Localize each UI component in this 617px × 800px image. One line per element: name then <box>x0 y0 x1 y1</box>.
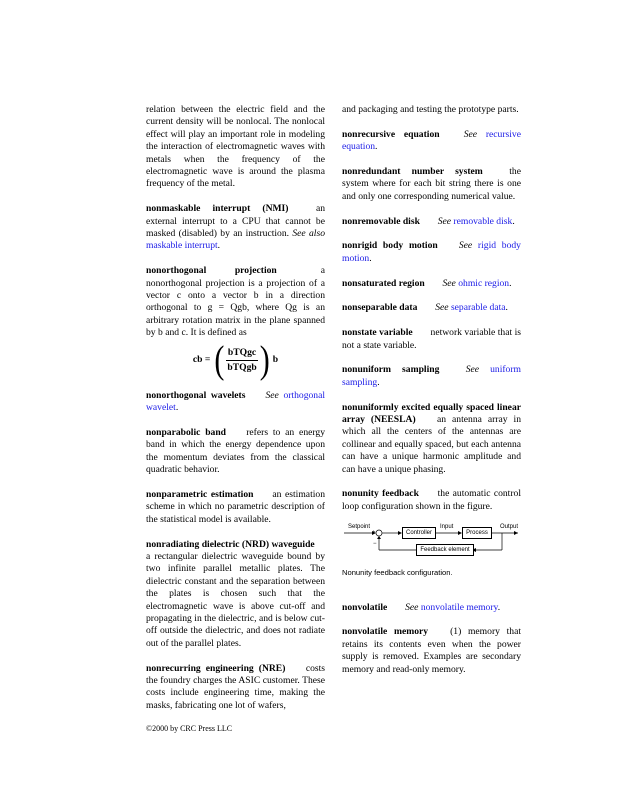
term: nonradiating dielectric (NRD) waveguide <box>146 538 315 550</box>
formula-numerator: bTQgc <box>226 347 258 361</box>
cross-reference-link[interactable]: orthogonal wavelet <box>146 389 326 414</box>
term: nonrecurring engineering (NRE) <box>146 662 286 674</box>
output-label: Output <box>500 524 519 531</box>
figure-caption: Nonunity feedback configuration. <box>342 568 453 578</box>
entry-nonvolatile-memory <box>342 626 521 676</box>
definition: refers to an energy band in which the energy dependence upon the momentum deviates from the classical quadratic behavior. <box>146 426 325 476</box>
entry-neesla <box>342 402 521 476</box>
see-label: See <box>437 215 452 227</box>
entry-nonseparable-data: nonseparable data See separable data. <box>342 302 508 314</box>
entry-nonvolatile: nonvolatile See nonvolatile memory. <box>342 601 501 613</box>
definition: costs the foundry charges the ASIC customer. These costs include engineering time, making the masks, fabricating one lot of wafers, <box>146 662 325 711</box>
cross-reference-link[interactable]: recursive equation <box>342 128 521 153</box>
definition: network variable that is not a state variable. <box>342 327 522 351</box>
setpoint-label: Setpoint <box>348 524 371 531</box>
term: nonuniform sampling <box>342 364 440 376</box>
projection-formula: cb = ( $\frac{\text{bTQgc}}{\text{bTQgb}}$ ) b <box>192 338 279 382</box>
minus-sign: − <box>373 541 377 548</box>
term: nonrigid body motion <box>342 240 438 252</box>
right-column <box>342 104 521 688</box>
cross-reference-link[interactable]: rigid body motion <box>342 240 521 264</box>
definition: an estimation scheme in which no parametric description of the statistical model is available. <box>146 488 325 525</box>
entry-nonsaturated-region: nonsaturated region See ohmic region. <box>342 277 512 289</box>
definition: an antenna array in which all the centers of the antennas are collinear and equally spaced, but each antenna can have a unique harmonic amplitude and can have a unique phasing. <box>342 414 521 475</box>
term: nonrecursive equation <box>342 128 440 140</box>
see-also-label: See also <box>292 228 325 240</box>
copyright-footer: ©2000 by CRC Press LLC <box>146 724 233 733</box>
cross-reference-link[interactable]: removable disk <box>453 215 513 227</box>
input-label: Input <box>440 524 454 531</box>
entry-nonuniform-sampling: nonuniform sampling See uniform sampling. <box>342 364 522 388</box>
entry-nrd-waveguide <box>146 539 325 651</box>
definition: a nonorthogonal projection is a projection of a vector c onto a vector b in a direction orthogonal to g = Qgb, where Qg is an arbitrary rotation matrix in the plane spanned by b and c. It is defined as <box>146 265 325 339</box>
see-label: See <box>463 128 478 140</box>
see-label: See <box>442 277 456 289</box>
intro-paragraph: relation between the electric field and the current density will be nonlocal. The nonlocal effect will play an important role in modeling the interaction of electromagnetic waves with metals when the frequency of the electromagnetic wave is around the plasma frequency of the metal. <box>146 104 325 190</box>
term: nonremovable disk <box>342 215 420 227</box>
see-label: See <box>265 389 279 401</box>
definition: a rectangular dielectric waveguide bound by two infinite parallel metallic plates. The dielectric constant and the separation between the plates is chosen such that the electromagnetic wave is above cut-off and propagating in the dielectric, and is below cut-off outside the dielectric, and does not radiate out of the parallel plates. <box>146 550 325 649</box>
definition: an external interrupt to a CPU that cannot be masked (disabled) by an instruction. <box>146 203 326 240</box>
term: nonuniformly excited equally spaced linear array (NEESLA) <box>342 401 521 426</box>
see-label: See <box>405 601 419 613</box>
entry-nonrigid-body-motion: nonrigid body motion See rigid body motion. <box>342 240 521 264</box>
formula-rhs: b <box>272 354 279 366</box>
formula-lhs: cb = <box>192 354 211 366</box>
entry-nonrecursive-equation: nonrecursive equation See recursive equation. <box>342 128 521 153</box>
see-label: See <box>435 302 449 314</box>
formula-fraction <box>225 347 258 375</box>
cross-reference-link[interactable]: maskable interrupt <box>146 240 218 252</box>
formula-denominator: bTQgb <box>227 362 257 374</box>
feedback-element-block: Feedback element <box>416 544 474 556</box>
term: nonparabolic band <box>146 426 227 438</box>
controller-block: Controller <box>402 527 436 539</box>
term: nonseparable data <box>342 302 418 314</box>
cross-reference-link[interactable]: nonvolatile memory <box>420 601 498 613</box>
term: nonorthogonal wavelets <box>146 389 246 401</box>
cross-reference-link[interactable]: ohmic region <box>458 277 510 289</box>
term: nonmaskable interrupt (NMI) <box>146 203 289 215</box>
term: nonunity feedback <box>342 488 419 500</box>
feedback-diagram <box>342 519 521 563</box>
cross-reference-link[interactable]: separable data <box>450 302 506 314</box>
cross-reference-link[interactable]: uniform sampling <box>342 364 522 388</box>
term: nonparametric estimation <box>146 488 254 500</box>
definition: (1) memory that retains its contents even when the power supply is removed. Examples are secondary memory and read-only memory. <box>342 626 521 675</box>
see-label: See <box>465 364 480 376</box>
entry-nonparametric-estimation <box>146 489 325 526</box>
definition: the automatic control loop configuration shown in the figure. <box>342 488 521 512</box>
see-label: See <box>458 240 473 252</box>
term: nonstate variable <box>342 327 413 339</box>
term: nonsaturated region <box>342 277 425 289</box>
term: nonorthogonal projection <box>146 265 277 277</box>
term: nonvolatile memory <box>342 626 429 638</box>
entry-nonorthogonal-projection <box>146 265 325 339</box>
entry-nonunity-feedback <box>342 488 521 513</box>
entry-nonstate-variable <box>342 327 521 352</box>
plus-sign: + <box>372 530 376 537</box>
entry-nonredundant-number-system <box>342 166 521 203</box>
process-block: Process <box>462 527 492 539</box>
entry-nre <box>146 663 325 713</box>
term: nonvolatile <box>342 601 388 613</box>
definition: the system where for each bit string there is one and only one corresponding numerical value. <box>342 166 521 202</box>
entry-nonparabolic-band <box>146 427 325 477</box>
entry-nmi: nonmaskable interrupt (NMI) an external interrupt to a CPU that cannot be masked (disabled) by an instruction. See also maskable interrupt. <box>146 203 326 252</box>
entry-nonremovable-disk: nonremovable disk See removable disk. <box>342 215 515 227</box>
entry-nonorthogonal-wavelets: nonorthogonal wavelets See orthogonal wavelet. <box>146 389 326 414</box>
continued-paragraph: and packaging and testing the prototype parts. <box>342 104 519 115</box>
term: nonredundant number system <box>342 166 483 177</box>
left-column <box>146 104 325 725</box>
